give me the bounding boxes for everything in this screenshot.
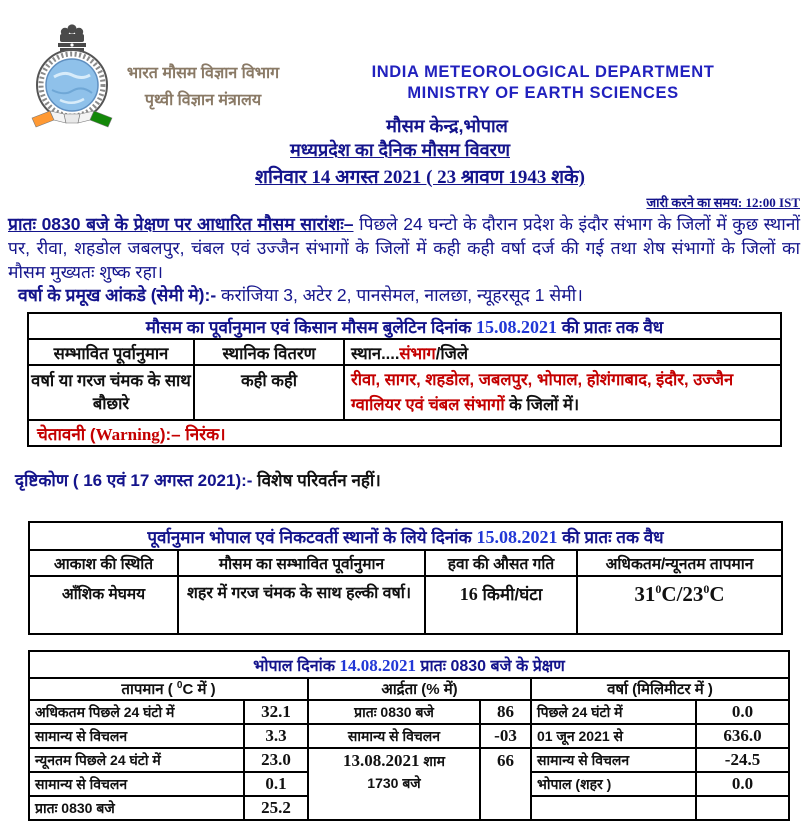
issue-time: जारी करने का समय: 12:00 IST <box>646 195 800 210</box>
places-cell <box>344 365 781 420</box>
observations-title: भोपाल दिनांक 14.08.2021 प्रातः 0830 बजे के प्रेक्षण <box>29 651 789 678</box>
temp-value: 25.2 <box>244 796 308 820</box>
humidity-evening-value: 66 <box>480 748 531 820</box>
observations-section-row <box>29 678 789 700</box>
observations-title-row <box>29 651 789 678</box>
forecast-cell: वर्षा या गरज चंमक के साथ बौछारे <box>28 365 194 420</box>
temp-label: सामान्य से विचलन <box>29 724 244 748</box>
rainfall-figures-lead: वर्षा के प्रमूख आंकडे (सेमी मे):- <box>18 285 217 305</box>
humidity-value: 86 <box>480 700 531 724</box>
forecast-table-title-row <box>28 313 781 339</box>
city-forecast-data-row <box>29 576 782 634</box>
places-red-text: रीवा, सागर, शहडोल, जबलपुर, भोपाल, होशंगाबाद, इंदौर, उज्जैन ग्वालियर एवं चंबल संभागों <box>351 371 734 414</box>
observations-row-3 <box>29 748 789 772</box>
rain-value <box>696 796 789 820</box>
outlook-body: विशेष परिवर्तन नहीं। <box>252 471 381 490</box>
weather-summary-lead: प्रातः 0830 बजे के प्रेक्षण पर आधारित मौसम सारांशः– <box>8 214 354 234</box>
warning-row <box>28 420 781 446</box>
rainfall-figures-body: करांजिया 3, अटेर 2, पानसेमल, नालछा, न्यूहरसूद 1 सेमी। <box>216 285 583 305</box>
city-forecast-header-row <box>29 550 782 576</box>
title-english <box>288 62 798 104</box>
dept-name-hindi <box>112 60 294 114</box>
observations-table <box>28 650 790 821</box>
title-english-line2: MINISTRY OF EARTH SCIENCES <box>407 84 679 102</box>
distribution-cell: कही कही <box>194 365 344 420</box>
col-wind-speed: हवा की औसत गति <box>425 550 577 576</box>
globe-icon <box>46 59 98 111</box>
humidity-evening-label: 13.08.2021 शाम 1730 बजे <box>308 748 480 820</box>
places-black-text: के जिलों में। <box>504 396 580 414</box>
warning-english-word: Warning <box>95 424 160 444</box>
sky-condition-cell: आँशिक मेघमय <box>29 576 178 634</box>
weather-summary-body: पिछले 24 घन्टो के दौरान प्रदेश के इंदौर संभाग के जिलों में कुछ स्थानों पर, रीवा, शहडोल जबलपुर, चंबल एवं उज्जैन संभागों के जिलों में कही कही वर्षा दर्ज की गई तथा शेष संभागों के जिलों का मौसम मुख्यतः शुष्क रहा। <box>8 214 800 282</box>
dept-name-hindi-line1: भारत मौसम विज्ञान विभाग <box>126 65 280 82</box>
forecast-table-title: मौसम का पूर्वानुमान एवं किसान मौसम बुलेटिन दिनांक 15.08.2021 की प्रातः तक वैध <box>28 313 781 339</box>
temperature-section-header: तापमान ( $^0$C में ) <box>29 678 308 700</box>
city-forecast-valid-date: 15.08.2021 <box>476 526 558 547</box>
temp-label: प्रातः 0830 बजे <box>29 796 244 820</box>
col-forecast: सम्भावित पूर्वानुमान <box>28 339 194 365</box>
temp-value: 0.1 <box>244 772 308 796</box>
max-min-temp-cell: $31^0C/23^0C$ <box>577 576 782 634</box>
rain-label: भोपाल (शहर ) <box>531 772 696 796</box>
bulletin-date-line: शनिवार 14 अगस्त 2021 ( 23 श्रावण 1943 शके) <box>255 167 585 188</box>
forecast-table-header-row <box>28 339 781 365</box>
col-sky-condition: आकाश की स्थिति <box>29 550 178 576</box>
city-forecast-title-row <box>29 522 782 550</box>
rain-label: सामान्य से विचलन <box>531 748 696 772</box>
outlook-lead: दृष्टिकोण ( 16 एवं 17 अगस्त 2021):- <box>15 471 253 490</box>
rain-value: 0.0 <box>696 772 789 796</box>
col-distribution: स्थानिक वितरण <box>194 339 344 365</box>
forecast-table-data-row <box>28 365 781 420</box>
wind-speed-cell: 16 किमी/घंटा <box>425 576 577 634</box>
rain-label: 01 जून 2021 से <box>531 724 696 748</box>
humidity-value: -03 <box>480 724 531 748</box>
temp-label: न्यूनतम पिछले 24 घंटो में <box>29 748 244 772</box>
forecast-table <box>27 312 782 447</box>
rain-value: 0.0 <box>696 700 789 724</box>
col-places: स्थान....संभाग/जिले <box>344 339 781 365</box>
temp-value: 3.3 <box>244 724 308 748</box>
weather-summary <box>8 212 800 284</box>
rainfall-figures <box>18 283 804 307</box>
temp-label: सामान्य से विचलन <box>29 772 244 796</box>
rain-value: -24.5 <box>696 748 789 772</box>
city-forecast-table <box>28 521 783 635</box>
rain-label: पिछले 24 घंटो में <box>531 700 696 724</box>
rain-label <box>531 796 696 820</box>
warning-cell: चेतावनी (Warning):– निरंक। <box>28 420 781 446</box>
temp-value: 32.1 <box>244 700 308 724</box>
col-probable-forecast: मौसम का सम्भावित पूर्वानुमान <box>178 550 425 576</box>
col-max-min-temp: अधिकतम/न्यूनतम तापमान <box>577 550 782 576</box>
dept-name-hindi-line2: पृथ्वी विज्ञान मंत्रालय <box>144 92 262 109</box>
bulletin-title: मध्यप्रदेश का दैनिक मौसम विवरण <box>290 140 510 160</box>
rain-section-header: वर्षा (मिलिमीटर में ) <box>531 678 789 700</box>
city-forecast-cell: शहर में गरज चंमक के साथ हल्की वर्षा। <box>178 576 425 634</box>
forecast-valid-date: 15.08.2021 <box>476 316 558 337</box>
temp-label: अधिकतम पिछले 24 घंटो में <box>29 700 244 724</box>
observations-row-1 <box>29 700 789 724</box>
humidity-label: प्रातः 0830 बजे <box>308 700 480 724</box>
rain-value: 636.0 <box>696 724 789 748</box>
title-english-line1: INDIA METEOROLOGICAL DEPARTMENT <box>371 63 715 81</box>
outlook-line <box>15 468 381 491</box>
observation-date: 14.08.2021 <box>339 655 416 675</box>
centre-name: मौसम केन्द्र,भोपाल <box>386 116 508 136</box>
temp-value: 23.0 <box>244 748 308 772</box>
observations-row-2 <box>29 724 789 748</box>
ashoka-emblem-icon <box>58 24 86 51</box>
humidity-section-header: आर्द्रता (% में) <box>308 678 531 700</box>
humidity-label: सामान्य से विचलन <box>308 724 480 748</box>
city-forecast-title: पूर्वानुमान भोपाल एवं निकटवर्ती स्थानों के लिये दिनांक 15.08.2021 की प्रातः तक वैध <box>29 522 782 550</box>
